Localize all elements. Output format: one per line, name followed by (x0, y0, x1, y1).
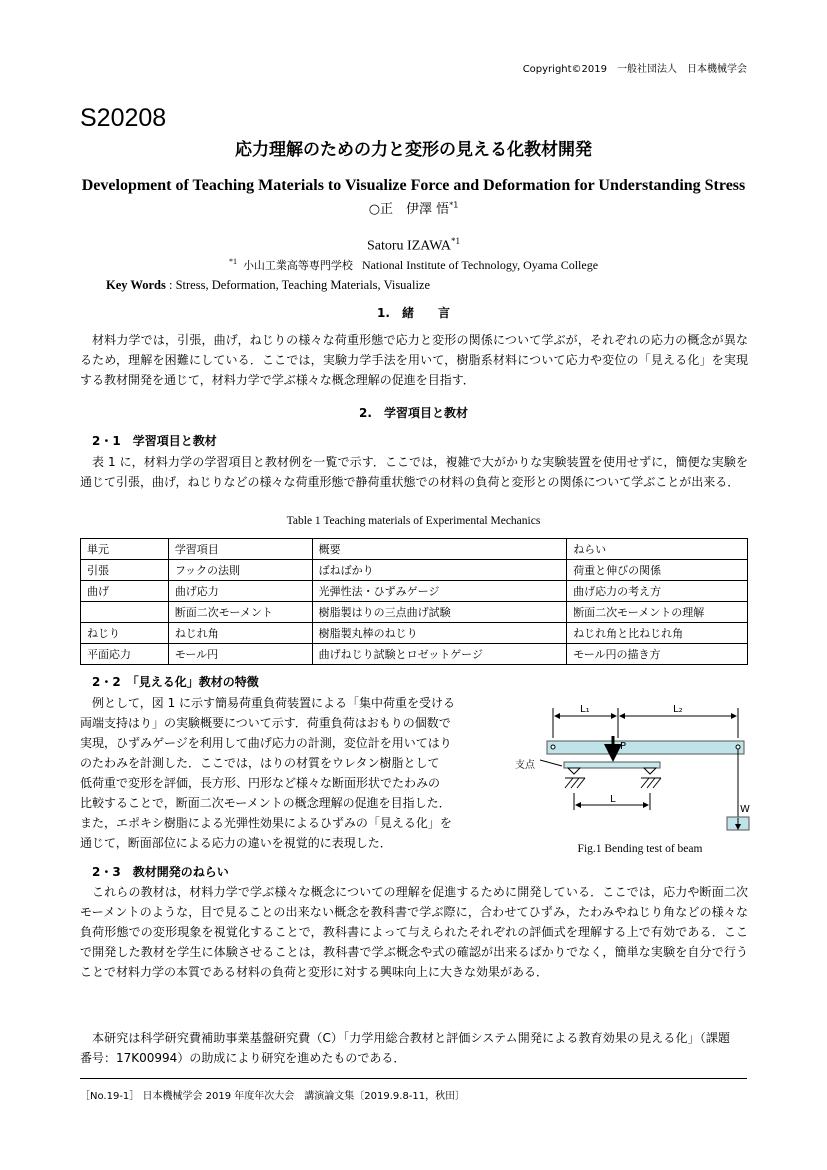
teaching-materials-table (80, 538, 748, 665)
section-2-3-title: 2・3 教材開発のねらい (92, 865, 229, 879)
affil-sup: *1 (228, 257, 237, 266)
pivot-icon (736, 745, 740, 749)
copyright-notice: Copyright©2019 一般社団法人 日本機械学会 (522, 64, 747, 75)
table-cell: ばねばかり (312, 560, 567, 581)
pivot-icon (551, 745, 555, 749)
section-1-title: 1. 緒 言 (377, 306, 450, 320)
section-2-1-title: 2・1 学習項目と教材 (92, 434, 217, 448)
table-header-cell: ねらい (567, 539, 748, 560)
section-2-2-line: また，エポキシ樹脂による光弾性効果によるひずみの「見える化」を (80, 816, 452, 830)
table-cell: 断面二次モーメント (168, 602, 312, 623)
affil-english: National Institute of Technology, Oyama College (361, 258, 599, 272)
table-cell: 光弾性法・ひずみゲージ (312, 581, 567, 602)
keywords-label: Key Words (106, 278, 166, 292)
section-2-2-line: 実現，ひずみゲージを利用して曲げ応力の計測，変位計を用いてはり (80, 736, 452, 750)
title-english: Development of Teaching Materials to Visualize Force and Deformation for Understanding Stress (81, 177, 746, 194)
table-cell: 曲げ (81, 581, 169, 602)
table-cell: ねじれ角 (168, 623, 312, 644)
section-2-1-text (80, 452, 748, 492)
paper-id: S20208 (80, 104, 167, 132)
author-en-name: Satoru IZAWA (366, 238, 452, 254)
support-label: 支点 (515, 760, 535, 771)
table-cell: 曲げ応力の考え方 (567, 581, 748, 602)
table-cell: 断面二次モーメントの理解 (567, 602, 748, 623)
section-2-2-line: 例として，図 1 に示す簡易荷重負荷装置による「集中荷重を受ける (92, 696, 456, 710)
table-header-cell: 単元 (81, 539, 169, 560)
table-cell: モール円の描き方 (567, 644, 748, 665)
table-header-row (81, 539, 748, 560)
table-cell: ねじれ角と比ねじれ角 (567, 623, 748, 644)
beam-test-figure (510, 698, 760, 838)
section-2-3-text (80, 882, 748, 982)
author-japanese (0, 198, 827, 217)
section-2-3-paragraph: これらの教材は，材料力学で学ぶ様々な概念についての理解を促進するために開発している．ここでは，応力や断面二次モーメントのような，目で見ることの出来ない概念を教科書で学ぶ際に，合わせてひずみ，たわみやねじり角などの様々な負荷形態での変形現象を視覚化することで，教科書によって与えられたそれぞれの評価式を理解する上で有効である．ここで開発した教材を学生に体験させることは，教科書で学ぶ概念や式の確認が出来るばかりでなく，簡単な実験を自分で行うことで材料力学の本質である材料の負荷と変形に対する興味向上に大きな効果がある． (80, 885, 748, 979)
section-2-2-line: 通じて，断面部位による応力の違いを視覚的に表現した． (80, 836, 392, 850)
footer-divider (80, 1078, 747, 1079)
section-2-2-line: のたわみを計測した．ここでは，はりの材質をウレタン樹脂として (80, 756, 440, 770)
keywords-text: : Stress, Deformation, Teaching Materials, Visualize (165, 278, 431, 292)
support-icon (568, 768, 580, 774)
section-1-paragraph: 材料力学では，引張，曲げ，ねじりの様々な荷重形態で応力と変形の関係について学ぶが，それぞれの応力の概念が異なるため，理解を困難にしている．ここでは，実験力学手法を用いて，樹脂系材料について応力や変位の「見える化」を実現する教材開発を通じて，材料力学で学ぶ様々な概念理解の促進を目指す． (80, 333, 748, 387)
table-row (81, 581, 748, 602)
section-2-2-text (80, 693, 510, 853)
keywords (106, 278, 430, 293)
table-cell: 曲げねじり試験とロゼットゲージ (312, 644, 567, 665)
footer-text: ［No.19-1］ 日本機械学会 2019 年度年次大会 講演論文集〔2019.9.8-11，秋田〕 (80, 1091, 466, 1102)
table-cell: 曲げ応力 (168, 581, 312, 602)
section-2-title: 2. 学習項目と教材 (359, 406, 468, 420)
figure-caption: Fig.1 Bending test of beam (577, 843, 703, 855)
table-row (81, 644, 748, 665)
table-cell: 引張 (81, 560, 169, 581)
table-cell (81, 602, 169, 623)
ground-hatch-right (641, 778, 661, 788)
table-caption: Table 1 Teaching materials of Experimental Mechanics (286, 515, 541, 527)
acknowledgement-text: 本研究は科学研究費補助事業基盤研究費（C）「力学用総合教材と評価システム開発による教育効果の見える化」（課題番号：17K00994）の助成により研究を進めたものである． (80, 1031, 730, 1065)
section-2-1-paragraph: 表 1 に，材料力学の学習項目と教材例を一覧で示す．ここでは，複雑で大がかりな実験装置を使用せずに，簡便な実験を通じて引張，曲げ，ねじりなどの様々な荷重形態で静荷重状態での材料の負荷と変形との関係について学ぶことが出来る． (80, 455, 748, 489)
author-jp-sup: *1 (449, 200, 459, 210)
author-jp-name: ○正 伊澤 悟 (368, 202, 450, 217)
section-2-2-title: 2・2 「見える化」教材の特徴 (92, 675, 259, 689)
author-en-sup: *1 (451, 236, 461, 246)
section-2-2-line: 両端支持はり」の実験概要について示す．荷重負荷はおもりの個数で (80, 716, 451, 730)
section-2-2-line: 比較することで，断面二次モーメントの概念理解の促進を目指した． (80, 796, 451, 810)
affil-japanese: 小山工業高等専門学校 (242, 259, 353, 272)
table-cell: 荷重と伸びの関係 (567, 560, 748, 581)
table-row (81, 623, 748, 644)
table-cell: フックの法則 (168, 560, 312, 581)
acknowledgement (80, 1028, 730, 1068)
table-cell: 樹脂製はりの三点曲げ試験 (312, 602, 567, 623)
section-1-text (80, 330, 748, 390)
table-header-cell: 概要 (312, 539, 567, 560)
l2-label: L₂ (673, 704, 683, 715)
table-cell: ねじり (81, 623, 169, 644)
support-base (564, 762, 660, 768)
table-cell: 平面応力 (81, 644, 169, 665)
support-leader-line (540, 760, 562, 766)
table-row (81, 560, 748, 581)
affiliation (0, 257, 827, 273)
section-2-2-line: 低荷重で変形を評価，長方形、円形など様々な断面形状でたわみの (80, 776, 441, 790)
table-header-cell: 学習項目 (168, 539, 312, 560)
author-english (0, 236, 827, 255)
table-row (81, 602, 748, 623)
span-label: L (610, 794, 616, 805)
beam (547, 741, 744, 754)
table-cell: モール円 (168, 644, 312, 665)
title-japanese: 応力理解のための力と変形の見える化教材開発 (235, 140, 592, 160)
load-label: P (620, 741, 627, 752)
l1-label: L₁ (580, 704, 590, 715)
table-cell: 樹脂製丸棒のねじり (312, 623, 567, 644)
weight-label: W (740, 804, 750, 815)
ground-hatch-left (565, 778, 585, 788)
support-icon (644, 768, 656, 774)
